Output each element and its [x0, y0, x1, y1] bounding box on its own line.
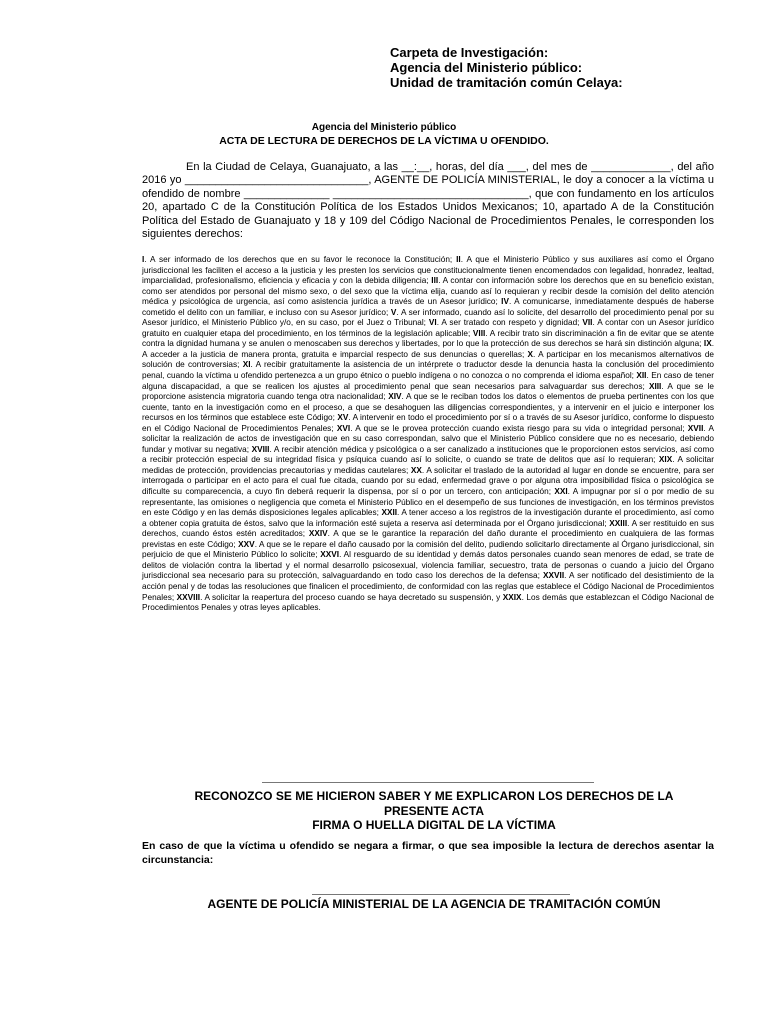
right-number: XI: [242, 360, 251, 370]
right-number: XXI: [554, 487, 568, 497]
right-text: . A impugnar por sí o por medio de su representante, las omisiones o negligencia que cometa el Ministerio Público en el desempeño de sus funciones de investigación, en los términos previstos en este Código y en las demás disposiciones legales aplicables;: [142, 487, 714, 518]
right-text: . A intervenir en todo el procedimiento por sí o a través de su Asesor jurídico, conforme lo dispuesto en el Código Nacional de Procedimientos Penales;: [142, 413, 714, 433]
right-text: . A ser tratado con respeto y dignidad;: [436, 318, 583, 328]
right-number: XII: [636, 371, 647, 381]
right-number: XXVI: [320, 550, 340, 560]
right-number: XXVII: [543, 571, 565, 581]
right-text: . A que se le garantice la reparación del daño durante el procedimiento en cualquiera de las formas previstas en este Código;: [142, 529, 714, 549]
right-text: . A contar con un Asesor jurídico gratuito en cualquier etapa del procedimiento, en los términos de la legislación aplicable;: [142, 318, 714, 338]
right-text: . A comunicarse, inmediatamente después de haberse cometido el delito con un familiar, e incluso con su Asesor jurídico;: [142, 297, 714, 317]
right-text: . Los demás que establezcan el Código Nacional de Procedimientos Penales y otras leyes aplicables.: [142, 592, 714, 613]
intro-text: En la Ciudad de Celaya, Guanajuato, a las __:__, horas, del día ___, del mes de _____________, del año 2016 yo ______________________________, AGENTE DE POLICÍA MINISTERIAL, le doy a conocer a la víctima u ofendido de nombre ______________ ________________________________, que con fundamento en los artículos 20, apartado C de la Constitución Política de los Estados Unidos Mexicanos; 10, apartado A de la Constitución Política del Estado de Guanajuato y 18 y 109 del Código Nacional de Procedimientos Penales, le corresponden los siguientes derechos:: [142, 161, 714, 241]
right-text: . A que se le proporcione asistencia migratoria cuando tenga otra nacionalidad;: [142, 381, 714, 402]
right-text: . A que se le provea protección cuando exista riesgo para su vida o integridad personal;: [350, 423, 688, 433]
right-number: XVII: [687, 423, 704, 433]
right-number: VI: [428, 318, 437, 328]
right-text: . A ser informado, cuando así lo solicite, del desarrollo del procedimiento penal por su Asesor jurídico, el Ministerio Público y/o, en su caso, por el Juez o Tribunal;: [142, 307, 714, 328]
right-text: . A participar en los mecanismos alternativos de solución de controversias;: [142, 349, 714, 370]
header-agencia: Agencia del Ministerio público:: [390, 60, 583, 75]
right-number: XIII: [648, 381, 662, 391]
right-text: . A solicitar la reapertura del proceso cuando se haya decretado su suspensión, y: [200, 592, 503, 602]
header-carpeta: Carpeta de Investigación:: [390, 45, 549, 60]
header-unidad: Unidad de tramitación común Celaya:: [390, 75, 623, 90]
right-text: . En caso de tener alguna discapacidad, a que se realicen los ajustes al procedimiento penal que sean necesarios para salvaguardar sus derechos;: [142, 371, 714, 391]
right-text: . A recibir gratuitamente la asistencia de un intérprete o traductor desde la denuncia hasta la conclusión del procedimiento penal, cuando la víctima u ofendido pertenezca a un grupo étnico o pueblo indígena o no conozca o no comprenda el idioma español;: [142, 360, 715, 381]
right-text: . Al resguardo de su identidad y demás datos personales cuando sean menores de edad, se trate de delitos de violación contra la libertad y el normal desarrollo psicosexual, violencia familiar, secuestro, trata de personas o cuando a juicio del Órgano jurisdiccional sea necesario para su protección, salvaguardando en todo caso los derechos de la defensa;: [142, 550, 714, 581]
right-number: XV: [337, 413, 349, 423]
right-number: VIII: [472, 328, 486, 338]
case-header: [390, 45, 623, 90]
right-number: XXIV: [308, 529, 328, 539]
right-text: . A solicitar medidas de protección, providencias precautorias y medidas cautelares;: [142, 455, 715, 475]
right-number: V: [390, 307, 397, 317]
right-number: X: [527, 349, 534, 359]
right-text: . A que se le repare el daño causado por la comisión del delito, pudiendo solicitarlo directamente al Órgano jurisdiccional, sin perjuicio de que el Ministerio Público lo solicite;: [142, 539, 714, 560]
right-number: II: [456, 255, 461, 264]
right-text: . A ser informado de los derechos que en su favor le reconoce la Constitución;: [144, 255, 457, 264]
right-text: . A acceder a la justicia de manera pronta, gratuita e imparcial respecto de sus denuncias o querellas;: [142, 339, 714, 359]
right-number: XX: [410, 465, 422, 475]
right-number: XVIII: [251, 444, 270, 454]
right-text: . A que se le reciban todos los datos o elementos de prueba pertinentes con los que cuente, tanto en la investigación como en el proceso, a que se desahoguen las diligencias correspondientes, y a intervenir en el juicio e interponer los recursos en los términos que establece este Código;: [142, 392, 714, 423]
right-text: . A recibir trato sin discriminación a fin de evitar que se atente contra la dignidad humana y se anulen o menoscaben sus derechos y libertades, por lo que la protección de sus derechos se hará sin distinción alguna;: [142, 328, 714, 349]
right-text: . A ser restituido en sus derechos, cuando éstos estén acreditados;: [142, 518, 715, 539]
acknowledgement-block: [150, 789, 718, 833]
document-title: ACTA DE LECTURA DE DERECHOS DE LA VÍCTIMA U OFENDIDO.: [219, 135, 549, 147]
right-number: XXIX: [502, 592, 522, 602]
document-subtitle: Agencia del Ministerio público: [311, 122, 457, 133]
right-text: . A tener acceso a los registros de la investigación durante el procedimiento, así como a obtener copia gratuita de éstos, salvo que la información esté sujeta a reserva así determinada por el Órgano jurisdiccional;: [142, 508, 714, 528]
acknowledgement-line-2: PRESENTE ACTA: [383, 803, 484, 818]
right-number: XXV: [238, 539, 255, 549]
rights-paragraph: [142, 255, 714, 614]
right-number: XXII: [381, 508, 398, 518]
agent-signature-line: [312, 894, 570, 895]
victim-signature-line: [262, 782, 594, 783]
refusal-note: En caso de que la víctima u ofendido se negara a firmar, o que sea imposible la lectura de derechos asentar la circunstancia:: [142, 840, 714, 866]
victim-signature-label: FIRMA O HUELLA DIGITAL DE LA VÍCTIMA: [312, 818, 556, 832]
right-text: . A contar con información sobre los derechos que en su beneficio existan, como ser atendidos por personal del mismo sexo, o del sexo que la víctima elija, cuando así lo requieran y recibir desde la comisión del delito atención médica y psicológica de urgencia, así como asistencia jurídica a través de un Asesor jurídico;: [142, 276, 714, 307]
right-number: IV: [501, 297, 509, 307]
right-number: XVI: [336, 423, 351, 433]
right-number: VII: [582, 318, 593, 328]
agent-signature-label: AGENTE DE POLICÍA MINISTERIAL DE LA AGENCIA DE TRAMITACIÓN COMÚN: [207, 897, 661, 911]
right-text: . A solicitar el traslado de la autoridad al lugar en donde se encuentre, para ser interrogada o participar en el acto para el cual fue citada, cuando por su edad, enfermedad grave o por alguna otra imposibilidad física o psicológica se dificulte su comparecencia, a cuyo fin deberá requerir la dispensa, por sí o por un tercero, con anticipación;: [142, 465, 715, 497]
right-number: I: [142, 255, 145, 264]
right-number: XXVIII: [176, 592, 201, 602]
acknowledgement-line-1: RECONOZCO SE ME HICIERON SABER Y ME EXPLICARON LOS DERECHOS DE LA: [194, 789, 674, 803]
intro-paragraph: [142, 161, 714, 241]
right-number: XXIII: [609, 518, 628, 528]
right-text: . A solicitar la realización de actos de investigación que en su caso correspondan, salvo que el Ministerio Público considere que no es necesario, debiendo fundar y motivar su negativa;: [142, 423, 714, 454]
right-number: III: [431, 276, 439, 286]
right-text: . A recibir atención médica y psicológica o a ser canalizado a instituciones que le proporcionen estos servicios, así como a recibir protección especial de su integridad física y psíquica cuando así lo solicite, o cuando se trate de delitos que así lo requieran;: [142, 444, 714, 465]
right-number: XIV: [388, 392, 402, 402]
right-number: IX: [703, 339, 712, 349]
right-number: XIX: [658, 455, 673, 465]
right-text: . A ser notificado del desistimiento de la acción penal y de todas las resoluciones que finalicen el procedimiento, de conformidad con las reglas que establece el Código Nacional de Procedimientos Penales;: [142, 571, 714, 602]
right-text: . A que el Ministerio Público y sus auxiliares así como el Órgano jurisdiccional les faciliten el acceso a la justicia y les presten los servicios que constitucionalmente tienen encomendados con legalidad, honradez, lealtad, imparcialidad, profesionalismo, eficiencia y eficacia y con la debida diligencia;: [142, 255, 714, 286]
